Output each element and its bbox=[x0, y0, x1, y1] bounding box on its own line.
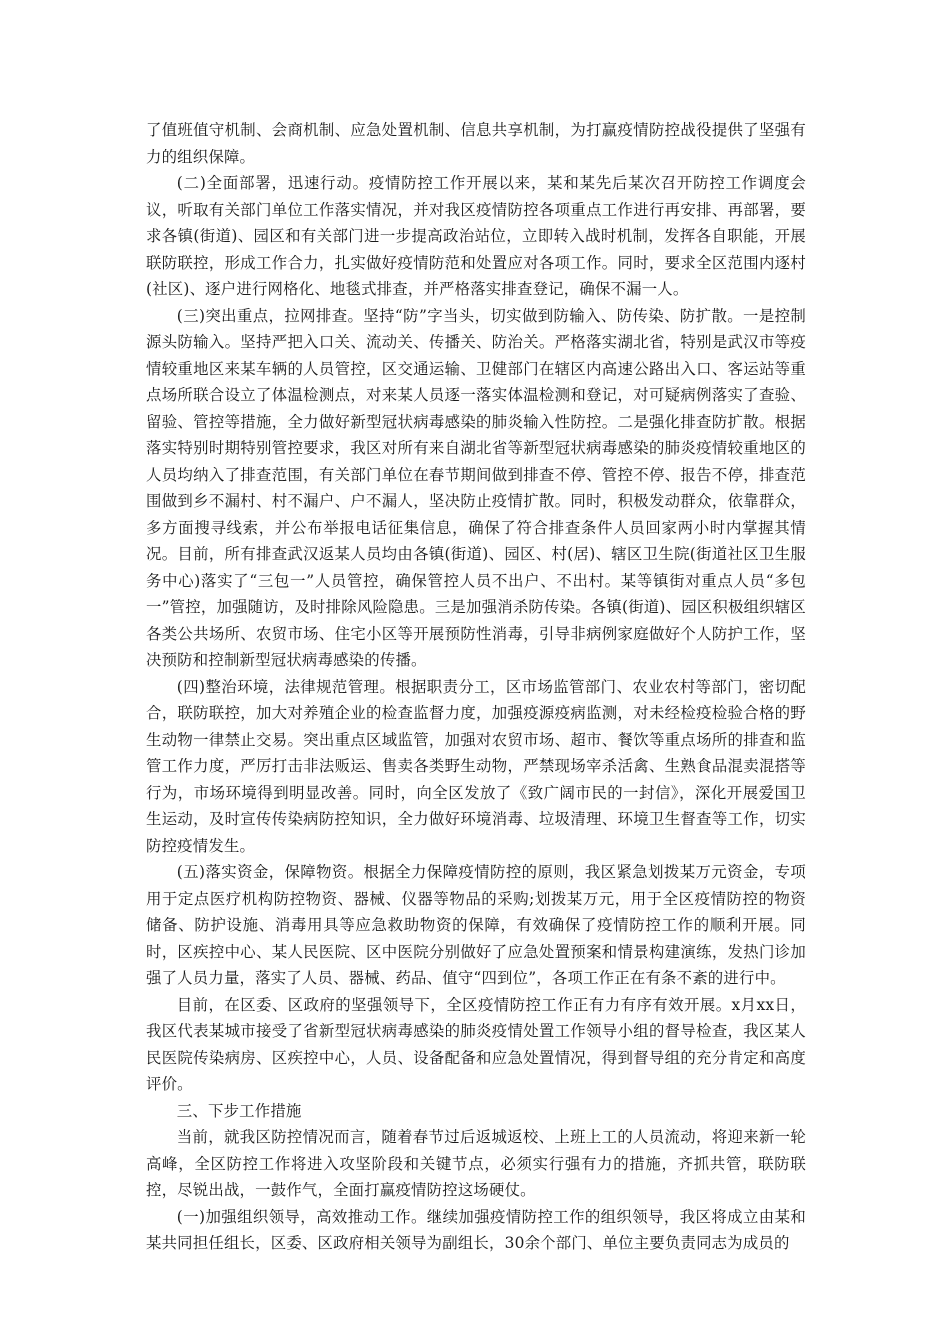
document-page bbox=[146, 117, 806, 1257]
paragraph-measure-1: (一)加强组织领导，高效推动工作。继续加强疫情防控工作的组织领导，我区将成立由某和某共同担任组长，区委、区政府相关领导为副组长，30余个部门、单位主要负责同志为成员的 bbox=[146, 1207, 806, 1252]
paragraph-next-steps-intro: 当前，就我区防控情况而言，随着春节过后返城返校、上班上工的人员流动，将迎来新一轮高峰，全区防控工作将进入攻坚阶段和关键节点，必须实行强有力的措施，齐抓共管，联防联控，尽锐出战，一鼓作气，全面打赢疫情防控这场硬仗。 bbox=[146, 1128, 806, 1199]
paragraph-section-3: (三)突出重点，拉网排查。坚持“防”字当头，切实做到防输入、防传染、防扩散。一是控制源头防输入。坚持严把入口关、流动关、传播关、防治关。严格落实湖北省，特别是武汉市等疫情较重地区来某车辆的人员管控，区交通运输、卫健部门在辖区内高速公路出入口、客运站等重点场所联合设立了体温检测点，对来某人员逐一落实体温检测和登记，对可疑病例落实了查验、留验、管控等措施，全力做好新型冠状病毒感染的肺炎输入性防控。二是强化排查防扩散。根据落实特别时期特别管控要求，我区对所有来自湖北省等新型冠状病毒感染的肺炎疫情较重地区的人员均纳入了排查范围，有关部门单位在春节期间做到排查不停、管控不停、报告不停，排查范围做到乡不漏村、村不漏户、户不漏人，坚决防止疫情扩散。同时，积极发动群众，依靠群众，多方面搜寻线索，并公布举报电话征集信息，确保了符合排查条件人员回家两小时内掌握其情况。目前，所有排查武汉返某人员均由各镇(街道)、园区、村(居)、辖区卫生院(街道社区卫生服务中心)落实了“三包一”人员管控，确保管控人员不出户、不出村。某等镇街对重点人员“多包一”管控，加强随访，及时排除风险隐患。三是加强消杀防传染。各镇(街道)、园区积极组织辖区各类公共场所、农贸市场、住宅小区等开展预防性消毒，引导非病例家庭做好个人防护工作，坚决预防和控制新型冠状病毒感染的传播。 bbox=[146, 306, 806, 669]
paragraph-section-5: (五)落实资金，保障物资。根据全力保障疫情防控的原则，我区紧急划拨某万元资金，专项用于定点医疗机构防控物资、器械、仪器等物品的采购;划拨某万元，用于全区疫情防控的物资储备、防护设施、消毒用具等应急救助物资的保障，有效确保了疫情防控工作的顺利开展。同时，区疾控中心、某人民医院、区中医院分别做好了应急处置预案和情景构建演练，发热门诊加强了人员力量，落实了人员、器械、药品、值守“四到位”，各项工作正在有条不紊的进行中。 bbox=[146, 863, 806, 987]
paragraph-section-4: (四)整治环境，法律规范管理。根据职责分工，区市场监管部门、农业农村等部门，密切配合，联防联控，加大对养殖企业的检查监督力度，加强疫源疫病监测，对未经检疫检验合格的野生动物一律禁止交易。突出重点区域监管，加强对农贸市场、超市、餐饮等重点场所的排查和监管工作力度，严厉打击非法贩运、售卖各类野生动物，严禁现场宰杀活禽、生熟食品混卖混搭等行为，市场环境得到明显改善。同时，向全区发放了《致广阔市民的一封信》，深化开展爱国卫生运动，及时宣传传染病防控知识，全力做好环境消毒、垃圾清理、环境卫生督查等工作，切实防控疫情发生。 bbox=[146, 677, 806, 855]
section-heading-next-steps: 三、下步工作措施 bbox=[176, 1101, 302, 1120]
paragraph-current-status: 目前，在区委、区政府的坚强领导下，全区疫情防控工作正有力有序有效开展。x月xx日，我区代表某城市接受了省新型冠状病毒感染的肺炎疫情处置工作领导小组的督导检查，我区某人民医院传染病房、区疾控中心，人员、设备配备和应急处置情况，得到督导组的充分肯定和高度评价。 bbox=[146, 995, 806, 1093]
paragraph-continuation: 了值班值守机制、会商机制、应急处置机制、信息共享机制，为打赢疫情防控战役提供了坚强有力的组织保障。 bbox=[146, 121, 806, 166]
paragraph-section-2: (二)全面部署，迅速行动。疫情防控工作开展以来，某和某先后某次召开防控工作调度会议，听取有关部门单位工作落实情况，并对我区疫情防控各项重点工作进行再安排、再部署，要求各镇(街道)、园区和有关部门进一步提高政治站位，立即转入战时机制，发挥各自职能，开展联防联控，形成工作合力，扎实做好疫情防范和处置应对各项工作。同时，要求全区范围内逐村(社区)、逐户进行网格化、地毯式排查，并严格落实排查登记，确保不漏一人。 bbox=[146, 174, 806, 298]
